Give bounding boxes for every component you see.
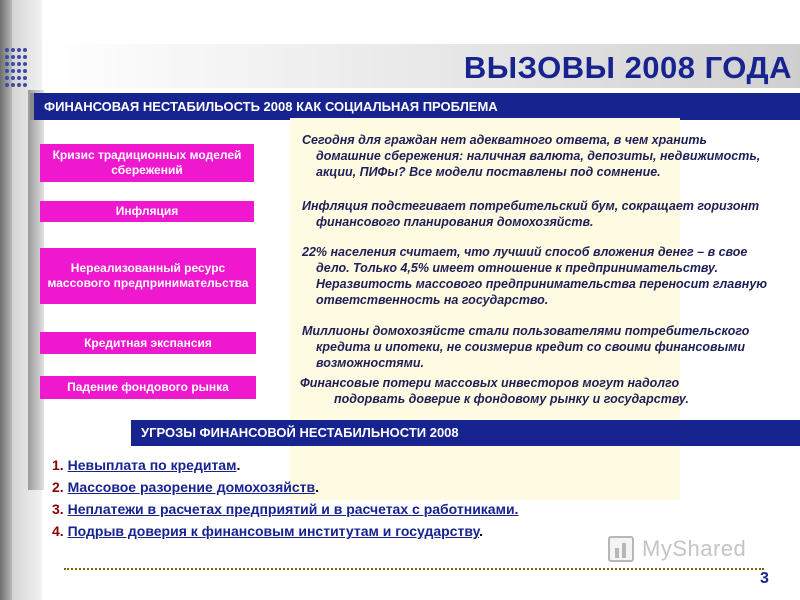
threat-end: . xyxy=(315,479,320,495)
threat-link-household-ruin[interactable]: Массовое разорение домохозяйств xyxy=(67,479,316,495)
problem-description-entrepreneurship: 22% населения считает, что лучший способ вложения денег – в свое дело. Только 4,5% имеет отношение к предпринимательству. Неразвитость массового предпринимательства переносит главную ответственность на государство. xyxy=(302,245,768,307)
threat-link-loan-defaults[interactable]: Невыплата по кредитам xyxy=(67,457,237,473)
threats-title: УГРОЗЫ ФИНАНСОВОЙ НЕСТАБИЛЬНОСТИ 2008 xyxy=(141,425,459,440)
problem-description-savings-crisis: Сегодня для граждан нет адекватного ответа, в чем хранить домашние сбережения: наличная валюта, депозиты, недвижимость, акции, ПИФы? Все модели поставлены под сомнение. xyxy=(302,133,761,179)
threat-end: . xyxy=(479,523,484,539)
watermark xyxy=(608,536,746,562)
problem-description-inflation: Инфляция подстегивает потребительский бум, сокращает горизонт финансового планирования домохозяйств. xyxy=(302,199,760,229)
left-decor-bar xyxy=(0,0,12,600)
problem-label-stock-market-fall: Падение фондового рынка xyxy=(40,376,256,399)
threat-item xyxy=(52,522,672,544)
threat-item xyxy=(52,500,672,522)
watermark-text: MyShared xyxy=(642,536,747,561)
threat-link-trust-erosion[interactable]: Подрыв доверия к финансовым институтам и государству xyxy=(67,523,480,539)
problem-label-credit-expansion: Кредитная экспансия xyxy=(40,332,256,354)
slide-title: ВЫЗОВЫ 2008 ГОДА xyxy=(463,50,792,85)
threat-number: 2. xyxy=(52,479,64,495)
threat-item xyxy=(52,456,672,478)
threat-end: . xyxy=(236,457,241,473)
page-number: 3 xyxy=(760,570,769,587)
threat-number: 1. xyxy=(52,457,64,473)
threat-list xyxy=(52,456,672,544)
threat-item xyxy=(52,478,672,500)
threat-link-non-payments[interactable]: Неплатежи в расчетах предприятий и в расчетах с работниками. xyxy=(67,501,519,517)
threats-header xyxy=(131,420,800,446)
section-title: ФИНАНСОВАЯ НЕСТАБИЛЬОСТЬ 2008 КАК СОЦИАЛЬНАЯ ПРОБЛЕМА xyxy=(44,99,498,114)
threat-number: 4. xyxy=(52,523,64,539)
problem-label-entrepreneurship: Нереализованный ресурс массового предпринимательства xyxy=(40,248,256,304)
problem-label-savings-crisis: Кризис традиционных моделей сбережений xyxy=(40,144,254,182)
problem-description-stock-market-fall: Финансовые потери массовых инвесторов могут надолго подорвать доверие к фондовому рынку и государству. xyxy=(300,376,689,406)
chart-logo-icon xyxy=(608,536,634,562)
footer-divider xyxy=(64,568,764,570)
section-header xyxy=(30,93,800,120)
dot-grid-icon xyxy=(5,48,27,88)
problem-description-credit-expansion: Миллионы домохозяйсте стали пользователями потребительского кредита и ипотеки, не соизмерив кредит со своими финансовыми возможностями. xyxy=(302,324,750,370)
problem-label-inflation: Инфляция xyxy=(40,201,254,222)
threat-number: 3. xyxy=(52,501,64,517)
